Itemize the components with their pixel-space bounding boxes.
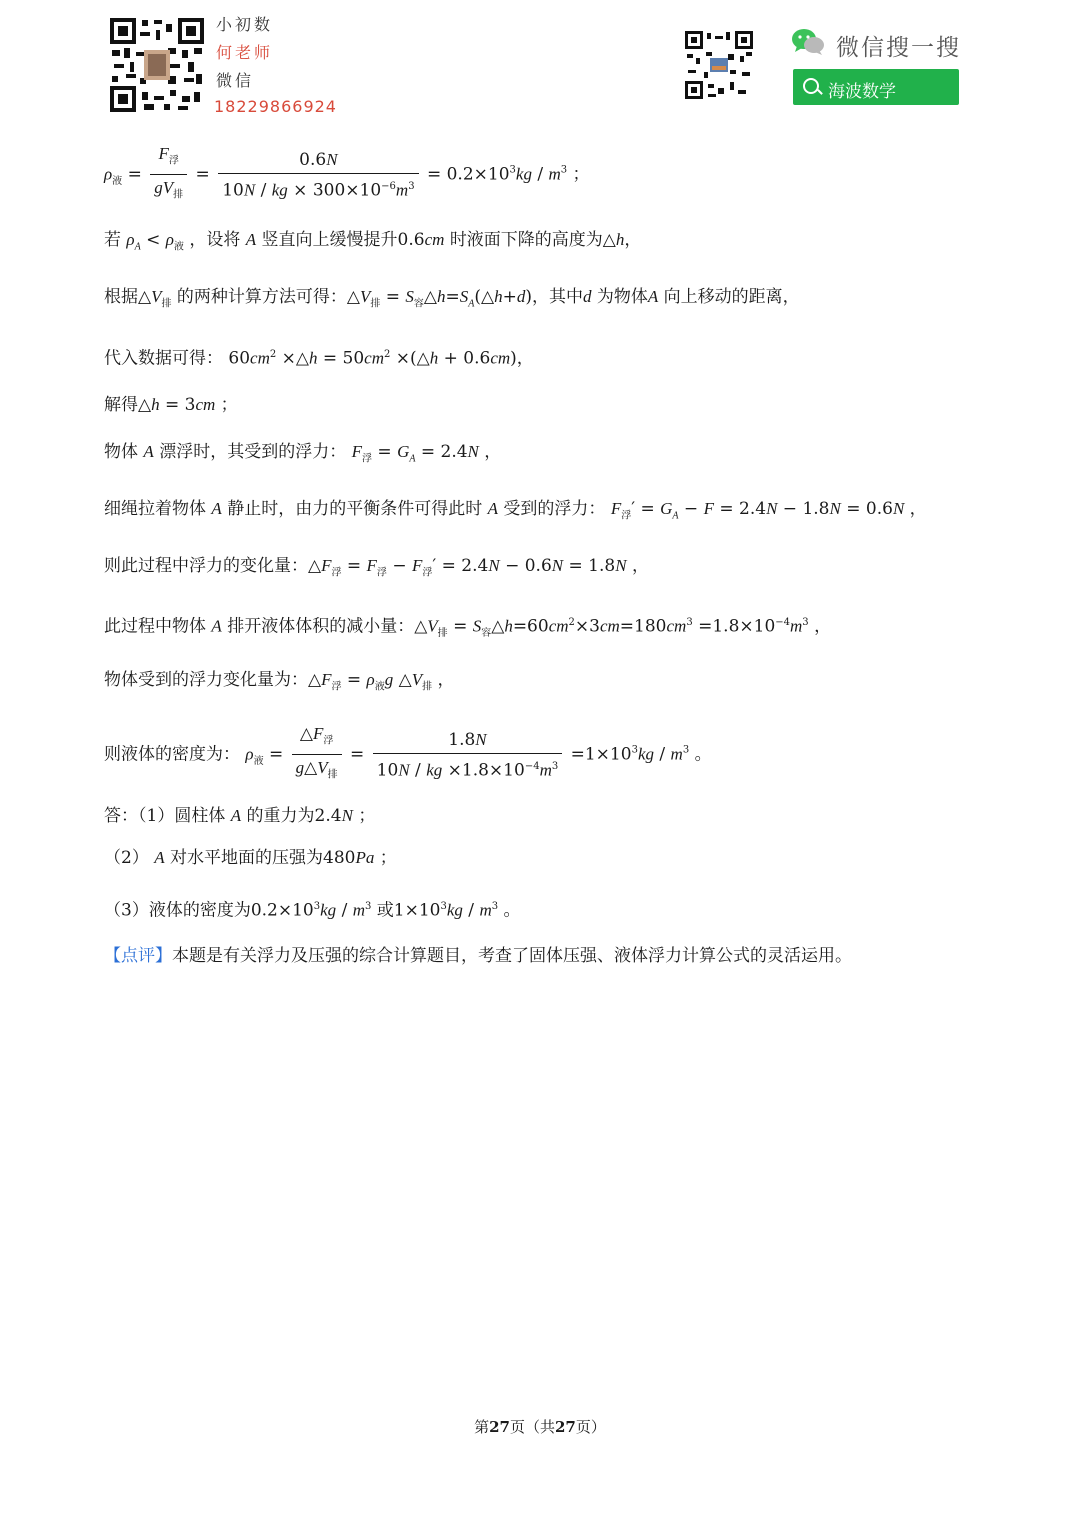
search-icon-handle <box>817 89 823 95</box>
qr-code-teacher <box>108 16 206 114</box>
search-button-label: 海波数学 <box>828 82 896 102</box>
comment-line <box>104 944 852 968</box>
fraction-f-over-gv: $\frac{F_浮}{gV_排}$ <box>150 143 187 207</box>
text-line-5: 解得△h = 3cm ； <box>104 395 238 415</box>
text-line-8: 则此过程中浮力的变化量：$\triangle F_浮 = F_浮 - F_浮' = 2.4N - 0.6N = 1.8N$ ， <box>104 556 649 579</box>
page-footer: 第27页（共27页） <box>474 1418 606 1436</box>
qr-code-account <box>684 30 754 100</box>
text-line-7: 细绳拉着物体 A 静止时，由力的平衡条件可得此时 A 受到的浮力： $F_浮' = G_A - F = 2.4N - 1.8N = 0.6N$ ， <box>104 499 927 522</box>
comment-tag: 【点评】 <box>104 946 172 966</box>
comment-text: 本题是有关浮力及压强的综合计算题目，考查了固体压强、液体浮力计算公式的灵活运用。 <box>172 946 852 966</box>
total-pages-number: 27 <box>555 1418 576 1436</box>
text-line-6: 物体 A 漂浮时，其受到的浮力： $F_浮 = G_A = 2.4N$ ， <box>104 442 502 465</box>
handwritten-phone-number: 18229866924 <box>214 97 337 116</box>
formula-line-1: $\rho_液$ = $\frac{F_浮}{gV_排}$ = $\frac{0.6N}{10N / kg \times 300\times 10^{-6}m^3}$ = $0.2\times 10^3kg / m^3$ ； <box>104 143 590 207</box>
fraction-values: $\frac{0.6N}{10N / kg \times 300\times 10^{-6}m^3}$ <box>218 149 418 202</box>
handwritten-note-1: 小初数 <box>216 15 274 34</box>
text-line-9: 此过程中物体 A 排开液体体积的减小量：$\triangle V_排$ = $S_容\triangle h=60cm^2\times 3cm=180cm^3 =1.8\times 10^{-4}m^3$ ， <box>104 616 832 640</box>
handwritten-note-wechat: 微信 <box>216 71 255 90</box>
answer-line-3: （3）液体的密度为$0.2\times 10^3kg / m^3$ 或$1\times 10^3kg / m^3$ 。 <box>104 900 521 921</box>
text-line-4: 代入数据可得： $60cm^2$ ×△h = $50cm^2$ ×(△h + 0.6cm)， <box>104 348 534 369</box>
handwritten-note-teacher: 何老师 <box>216 43 274 62</box>
current-page-number: 27 <box>489 1418 510 1436</box>
search-button[interactable] <box>793 69 959 105</box>
answer-line-1: 答：（1）圆柱体 A 的重力为2.4N ； <box>104 806 376 826</box>
fraction-df-over-gdv: $\frac{\triangle F_浮}{g\triangle V_排}$ <box>292 723 342 787</box>
text-line-3: 根据$\triangle V_排$ 的两种计算方法可得：$\triangle V_排$ = $S_容\triangle h=S_A(\triangle h+d)$，其中d 为物体A 向上移动的距离， <box>104 287 800 310</box>
text-line-2: 若 $\rho_A < \rho_液$ ，设将 A 竖直向上缓慢提升0.6cm 时液面下降的高度为△h， <box>104 230 642 253</box>
wechat-search-label: 微信搜一搜 <box>836 35 961 61</box>
answer-line-2: （2） A 对水平地面的压强为480Pa ； <box>104 848 397 868</box>
formula-line-11: 则液体的密度为： $\rho_液$ = $\frac{\triangle F_浮}{g\triangle V_排}$ = $\frac{1.8N}{10N / kg \times 1.8\times 10^{-4}m^3}$ $=1\times 10^3kg / m^3$ 。 <box>104 723 712 787</box>
fraction-values-2: $\frac{1.8N}{10N / kg \times 1.8\times 10^{-4}m^3}$ <box>373 729 563 782</box>
wechat-logo-icon <box>791 28 825 56</box>
search-icon <box>803 78 819 94</box>
text-line-10: 物体受到的浮力变化量为：$\triangle F_浮 = \rho_液g$ $\triangle V_排$ ， <box>104 670 455 693</box>
